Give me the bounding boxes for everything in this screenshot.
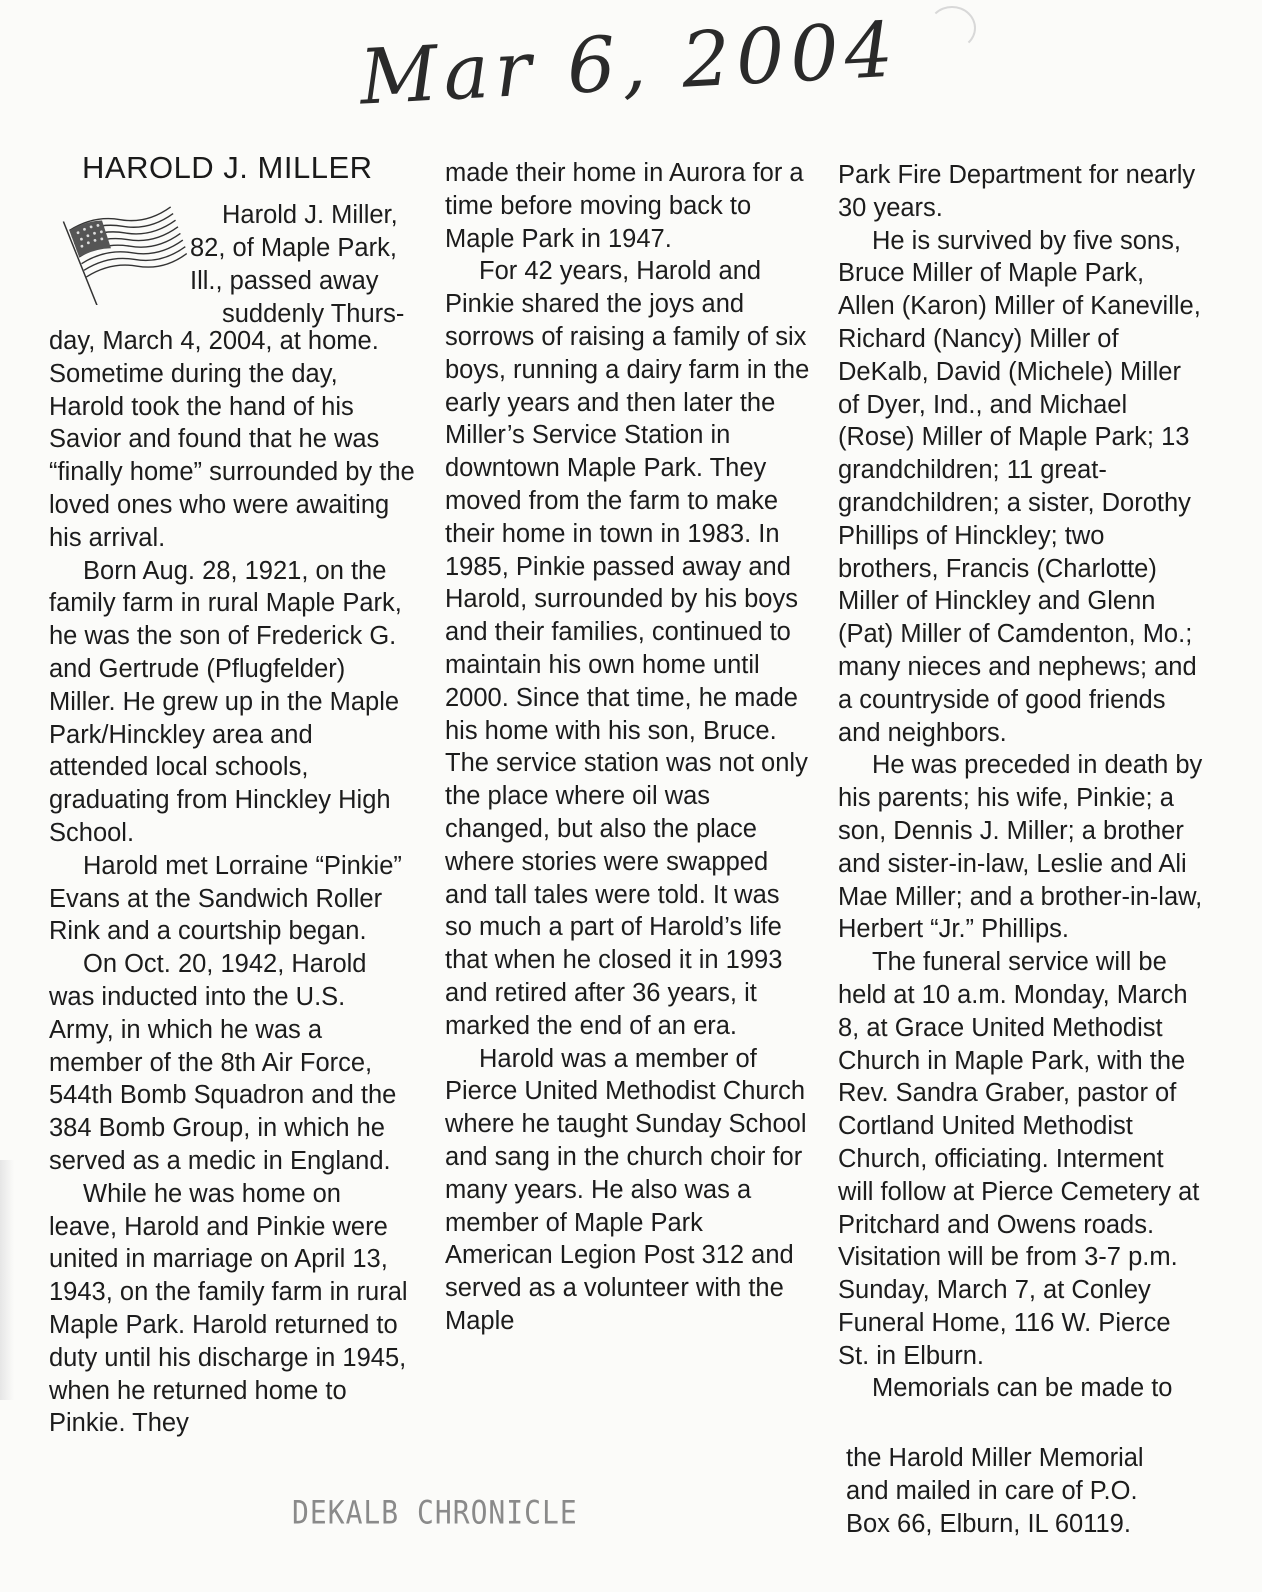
obituary-headline: HAROLD J. MILLER — [82, 150, 373, 185]
newspaper-source-stamp: DEKALB CHRONICLE — [292, 1493, 578, 1532]
paragraph: Harold met Lorraine “Pinkie” Evans at the Sandwich Roller Rink and a courtship began. — [49, 851, 402, 946]
closing-line: Box 66, Elburn, IL 60119. — [846, 1509, 1131, 1538]
paragraph: day, March 4, 2004, at home. Sometime during the day, Harold took the hand of his Savior and found that he was “finally home” surrounded by the loved ones who were awaiting his arrival. — [49, 327, 415, 552]
closing-line: the Harold Miller Memorial — [846, 1444, 1144, 1472]
paragraph: made their home in Aurora for a time before moving back to Maple Park in 1947. — [445, 159, 804, 253]
paragraph: Memorials can be made to — [872, 1374, 1173, 1403]
american-flag-icon — [57, 200, 187, 305]
paragraph: On Oct. 20, 1942, Harold was inducted into the U.S. Army, in which he was a member of the 8th Air Force, 544th Bomb Squadron and the 384 Bomb Group, in which he served as a medic in England. — [49, 950, 397, 1175]
paragraph: Park Fire Department for nearly 30 years. — [838, 161, 1196, 222]
intro-line-1: Harold J. Miller, — [222, 201, 398, 229]
closing-line: and mailed in care of P.O. — [846, 1476, 1138, 1505]
handwritten-date: Mar 6, 2004 — [357, 4, 902, 122]
paragraph: The funeral service will be held at 10 a.m. Monday, March 8, at Grace United Methodist Church in Maple Park, with the Rev. Sandra Graber, pastor of Cortland United Methodist Church, officiating. Interment will follow at Pierce Cemetery at Pritchard and Owens roads. Visitation will be from 3-7 p.m. Sunday, March 7, at Conley Funeral Home, 116 W. Pierce St. in Elburn. — [838, 948, 1200, 1370]
column-2 — [445, 157, 811, 1338]
paragraph: He was preceded in death by his parents; his wife, Pinkie; a son, Dennis J. Miller; a brother and sister-in-law, Leslie and Ali Mae Miller; and a brother-in-law, Herbert “Jr.” Phillips. — [838, 751, 1203, 944]
closing-block — [846, 1442, 1206, 1540]
column-3 — [838, 159, 1204, 1405]
paragraph: While he was home on leave, Harold and Pinkie were united in marriage on April 13, 1943, on the family farm in rural Maple Park. Harold returned to duty until his discharge in 1945, when he returned home to Pinkie. They — [49, 1179, 408, 1438]
intro-line-2: 82, of Maple Park, — [190, 234, 397, 262]
paragraph: Harold was a member of Pierce United Methodist Church where he taught Sunday School and sang in the church choir for many years. He also was a member of Maple Park American Legion Post 312 and served as a volunteer with the Maple — [445, 1044, 807, 1335]
paragraph: Born Aug. 28, 1921, on the family farm in rural Maple Park, he was the son of Frederick G. and Gertrude (Pflugfelder) Miller. He grew up in the Maple Park/Hinckley area and attended local schools, graduating from Hinckley High School. — [49, 556, 402, 847]
paragraph: He is survived by five sons, Bruce Miller of Maple Park, Allen (Karon) Miller of Kaneville, Richard (Nancy) Miller of DeKalb, David (Michele) Miller of Dyer, Ind., and Michael (Rose) Miller of Maple Park; 13 grandchildren; 11 great-grandchildren; a sister, Dorothy Phillips of Hinckley; two brothers, Francis (Charlotte) Miller of Hinckley and Glenn (Pat) Miller of Camdenton, Mo.; many nieces and nephews; and a countryside of good friends and neighbors. — [838, 226, 1201, 747]
scan-edge-shadow — [0, 1160, 14, 1400]
paragraph: For 42 years, Harold and Pinkie shared the joys and sorrows of raising a family of six boys, running a dairy farm in the early years and then later the Miller’s Service Station in downtown Maple Park. They moved from the farm to make their home in town in 1983. In 1985, Pinkie passed away and Harold, surrounded by his boys and their families, continued to maintain his own home until 2000. Since that time, he made his home with his son, Bruce. The service station was not only the place where oil was changed, but also the place where stories were swapped and tall tales were told. It was so much a part of Harold’s life that when he closed it in 1993 and retired after 36 years, it marked the end of an era. — [445, 257, 810, 1040]
intro-line-3: Ill., passed away — [190, 267, 379, 295]
intro-line-4: suddenly Thurs- — [222, 300, 405, 328]
corner-pencil-mark — [928, 6, 976, 50]
column-1 — [49, 325, 415, 1440]
